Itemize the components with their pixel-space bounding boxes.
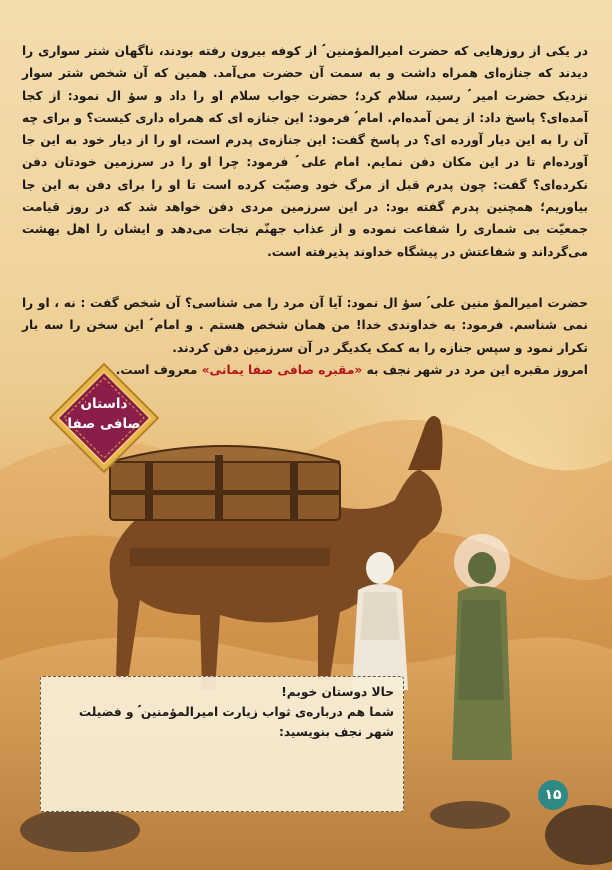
writing-prompt-line-1: حالا دوستان خوبم! — [281, 685, 394, 699]
story-paragraph-1: در یکی از روزهایی که حضرت امیرالمؤمنین ؑ از کوفه بیرون رفته بودند، ناگهان شتر سواری را دیدند که جنازه‌ای همراه داشت و به سمت آن حضرت می‌آمد. همین که آن شخص شتر سوار نزدیک حضرت امیر ؑ رسید، سلام کرد؛ حضرت جواب سلام او را داد و سؤ ال نمود: از کجا آمده‌ای؟ پاسخ داد: از یمن آمده‌ام. امام ؑ فرمود: این جنازه ای که همراه داری کیست؟ و برای چه آن را به این دیار آورده ای؟ در پاسخ گفت: این جنازه‌ی پدرم است، او را از دیار خود به این جا آورده‌ام تا در این مکان دفن نمایم. امام علی ؑ فرمود: چرا او را در سرزمین خودتان دفن نکرده‌ای؟ گفت: چون پدرم قبل از مرگ خود وصیّت کرده است تا او را برای دفن به این جا بیاوریم؛ همچنین پدرم گفته بود: در این سرزمین مردی دفن خواهد شد که در روز قیامت جمعیّت بی شماری را شفاعت نموده و از عذاب جهنّم نجات می‌دهد و ایشان را اهل بهشت می‌گرداند و شفاعتش در پیشگاه خداوند پذیرفته است. — [22, 44, 588, 259]
rock — [430, 801, 510, 829]
writing-prompt — [58, 682, 394, 742]
badge-title-line-1: داستان — [80, 396, 128, 412]
badge-title — [48, 394, 160, 434]
badge-title-line-2: صافی صفا — [67, 416, 141, 432]
story-paragraph-2-text: حضرت امیرالمؤ منین علی ؑ سؤ ال نمود: آیا آن مرد را می شناسی؟ آن شخص گفت : نه ، او را نمی شناسم. فرمود: به خداوندی خدا! من همان شخص هستم . و امام ؑ این سخن را سه بار تکرار نمود و سپس جنازه را به کمک یکدیگر در آن سرزمین دفن کردند. — [22, 296, 588, 355]
page-number: ۱۵ — [538, 780, 568, 810]
glowing-figure — [452, 534, 512, 760]
rock — [20, 808, 140, 852]
writing-prompt-line-2: شما هم درباره‌ی ثواب زیارت امیرالمؤمنین ؑ و فضیلت — [78, 705, 394, 719]
writing-prompt-line-3: شهر نجف بنویسید: — [278, 725, 394, 739]
story-paragraph-3-prefix: امروز مقبره این مرد در شهر نجف به — [362, 362, 588, 377]
tomb-name-highlight: «مقبره صافی صفا یمانی» — [201, 362, 363, 377]
story-paragraph-3-suffix: معروف است. — [115, 362, 202, 377]
